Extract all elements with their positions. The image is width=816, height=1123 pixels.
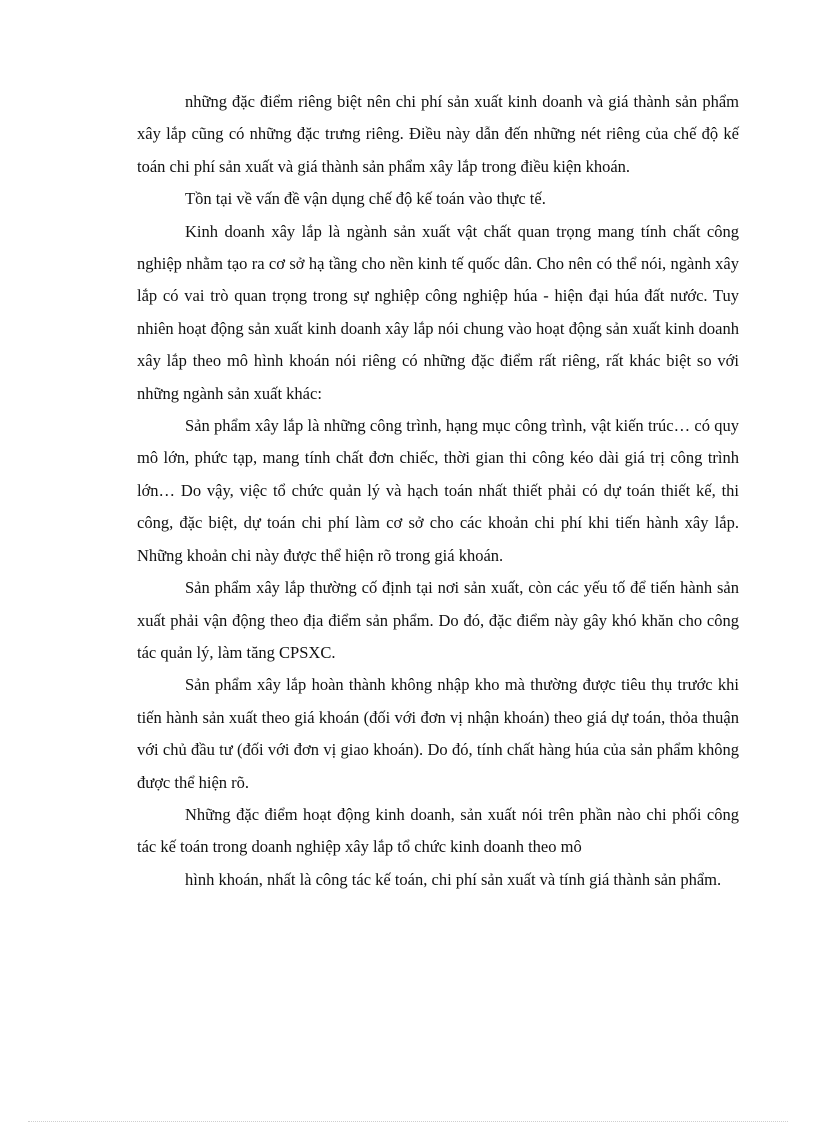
- paragraph-2: Tồn tại về vấn đề vận dụng chế độ kế toán vào thực tế.: [185, 189, 546, 209]
- paragraph-1: những đặc điểm riêng biệt nên chi phí sản xuất kinh doanh và giá thành sản phẩm xây lắp cũng có những đặc trưng riêng. Điều này dẫn đến những nét riêng của chế độ kế toán chi phí sản xuất và giá thành sản phẩm xây lắp trong điều kiện khoán.: [137, 92, 739, 176]
- paragraph-6: Sản phẩm xây lắp hoàn thành không nhập kho mà thường được tiêu thụ trước khi tiến hành sản xuất theo giá khoán (đối với đơn vị nhận khoán) theo giá dự toán, thỏa thuận với chủ đầu tư (đối với đơn vị giao khoán). Do đó, tính chất hàng húa của sản phẩm không được thể hiện rõ.: [137, 675, 739, 792]
- paragraph-3: Kinh doanh xây lắp là ngành sản xuất vật chất quan trọng mang tính chất công nghiệp nhằm tạo ra cơ sở hạ tầng cho nền kinh tế quốc dân. Cho nên có thể nói, ngành xây lắp có vai trò quan trọng trong sự nghiệp công nghiệp húa - hiện đại húa đất nước. Tuy nhiên hoạt động sản xuất kinh doanh xây lắp nói chung vào hoạt động sản xuất kinh doanh xây lắp theo mô hình khoán nói riêng có những đặc điểm rất riêng, rất khác biệt so với những ngành sản xuất khác:: [137, 221, 739, 403]
- paragraph-7: Những đặc điểm hoạt động kinh doanh, sản xuất nói trên phần nào chi phối công tác kế toán trong doanh nghiệp xây lắp tổ chức kinh doanh theo mô: [137, 804, 739, 857]
- paragraph-5: Sản phẩm xây lắp thường cố định tại nơi sản xuất, còn các yếu tố để tiến hành sản xuất phải vận động theo địa điểm sản phẩm. Do đó, đặc điểm này gây khó khăn cho công tác quản lý, làm tăng CPSXC.: [137, 578, 739, 662]
- page-bottom-divider: [28, 1121, 788, 1122]
- paragraph-8: hình khoán, nhất là công tác kế toán, chi phí sản xuất và tính giá thành sản phẩm.: [185, 869, 722, 889]
- paragraph-4: Sản phẩm xây lắp là những công trình, hạng mục công trình, vật kiến trúc… có quy mô lớn, phức tạp, mang tính chất đơn chiếc, thời gian thi công kéo dài giá trị công trình lớn… Do vậy, việc tổ chức quản lý và hạch toán nhất thiết phải có dự toán thiết kế, thi công, đặc biệt, dự toán chi phí làm cơ sở cho các khoản chi phí khi tiến hành xây lắp. Những khoản chi này được thể hiện rõ trong giá khoán.: [137, 416, 739, 565]
- document-page: [137, 86, 739, 896]
